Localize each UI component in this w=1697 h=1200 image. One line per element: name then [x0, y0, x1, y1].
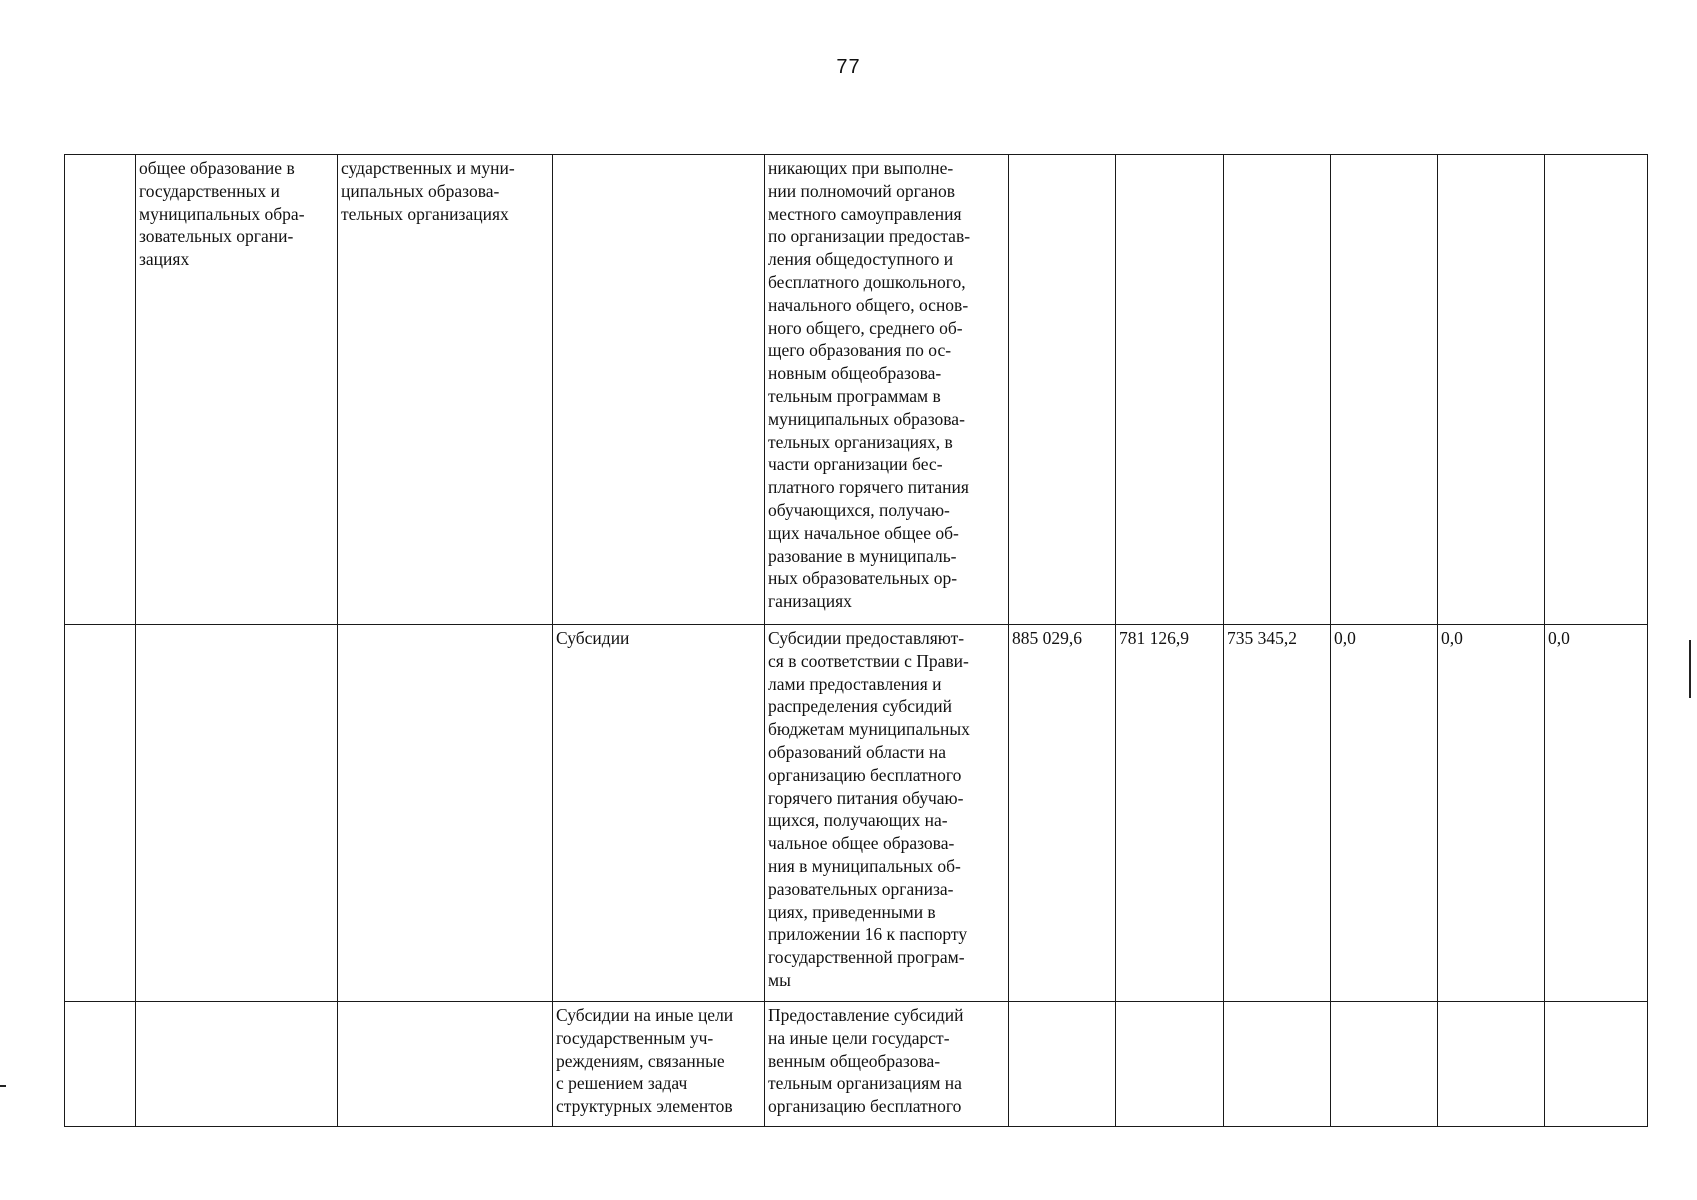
table-cell — [1545, 1002, 1648, 1127]
table-cell: 0,0 — [1545, 625, 1648, 1002]
table-cell — [1331, 155, 1438, 625]
scan-edge-mark — [1689, 640, 1691, 698]
table-cell: 781 126,9 — [1116, 625, 1224, 1002]
table-cell — [1009, 155, 1116, 625]
table-cell: Субсидии на иные цели государственным уч- реждениям, связанные с решением задач структурных элементов — [553, 1002, 765, 1127]
table-cell: Предоставление субсидий на иные цели государст- венным общеобразова- тельным организациям на организацию бесплатного — [765, 1002, 1009, 1127]
table-cell: 0,0 — [1438, 625, 1545, 1002]
table-cell — [1438, 1002, 1545, 1127]
table-cell — [1116, 1002, 1224, 1127]
table-cell — [553, 155, 765, 625]
table-cell: Субсидии предоставляют- ся в соответствии с Прави- лами предоставления и распределения субсидий бюджетам муниципальных образований области на организацию бесплатного горячего питания обучаю- щихся, получающих на- чальное общее образова- ния в муниципальных об- разовательных организа- циях, приведенными в приложении 16 к паспорту государственной програм- мы — [765, 625, 1009, 1002]
table-cell — [338, 1002, 553, 1127]
table-cell: 0,0 — [1331, 625, 1438, 1002]
page-number: 77 — [836, 56, 861, 78]
scan-edge-mark — [0, 1085, 6, 1087]
budget-table — [64, 154, 1648, 1127]
table-cell — [338, 625, 553, 1002]
table-cell — [1545, 155, 1648, 625]
table-cell — [65, 625, 136, 1002]
table-cell — [1331, 1002, 1438, 1127]
table-cell — [1009, 1002, 1116, 1127]
table-cell — [1438, 155, 1545, 625]
table-row — [65, 155, 1648, 625]
table-cell — [1224, 1002, 1331, 1127]
table-cell: общее образование в государственных и муниципальных обра- зовательных органи- зациях — [136, 155, 338, 625]
table-cell: сударственных и муни- ципальных образова- тельных организациях — [338, 155, 553, 625]
table-cell: 885 029,6 — [1009, 625, 1116, 1002]
table-cell: 735 345,2 — [1224, 625, 1331, 1002]
table-cell — [65, 1002, 136, 1127]
table-cell — [136, 625, 338, 1002]
table-cell: Субсидии — [553, 625, 765, 1002]
table-cell: никающих при выполне- нии полномочий органов местного самоуправления по организации предостав- ления общедоступного и бесплатного дошкольного, начального общего, основ- ного общего, среднего об- щего образования по ос- новным общеобразова- тельным программам в муниципальных образова- тельных организациях, в части организации бес- платного горячего питания обучающихся, получаю- щих начальное общее об- разование в муниципаль- ных образовательных ор- ганизациях — [765, 155, 1009, 625]
table-row — [65, 1002, 1648, 1127]
table-row — [65, 625, 1648, 1002]
table-cell — [65, 155, 136, 625]
table-cell — [1116, 155, 1224, 625]
table-cell — [1224, 155, 1331, 625]
table-cell — [136, 1002, 338, 1127]
